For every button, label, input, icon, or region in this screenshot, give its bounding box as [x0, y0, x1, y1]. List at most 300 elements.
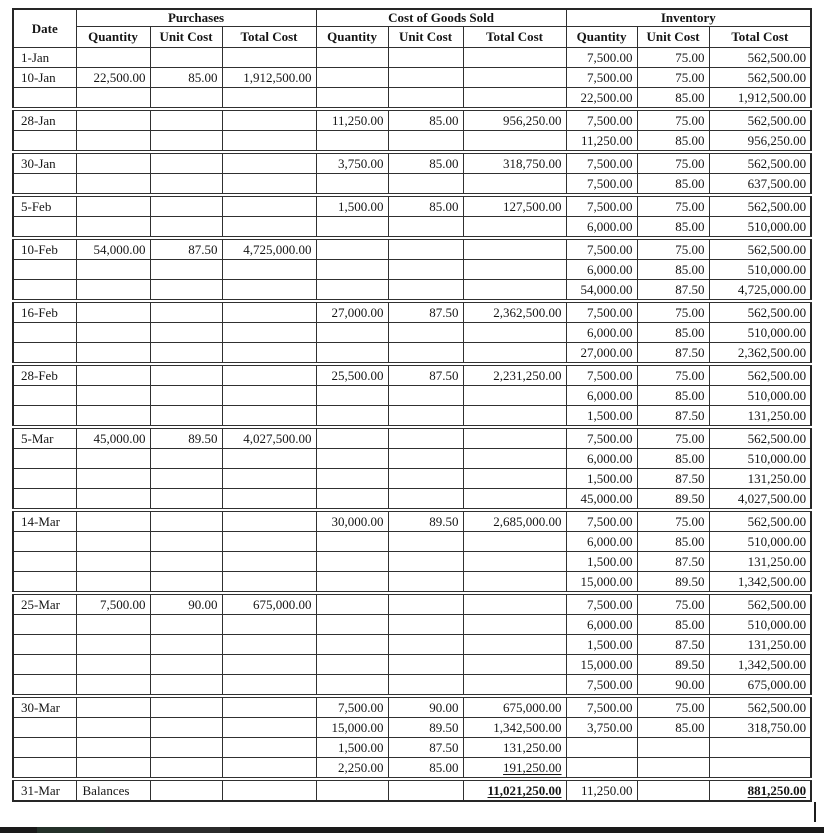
- cell-inventory-total-cost: 510,000.00: [709, 323, 811, 343]
- cell-purchases-unit-cost: 85.00: [150, 68, 222, 88]
- cell-purchases-total-cost: 1,912,500.00: [222, 68, 316, 88]
- cell-inventory-unit-cost: 87.50: [637, 343, 709, 365]
- cell-purchases-total-cost: [222, 655, 316, 675]
- cell-cogs-total-cost: [463, 343, 566, 365]
- cell-cogs-total-cost: [463, 323, 566, 343]
- cell-inventory-quantity: 7,500.00: [566, 152, 637, 174]
- cell-inventory-quantity: 7,500.00: [566, 593, 637, 615]
- cell-cogs-total-cost: 675,000.00: [463, 696, 566, 718]
- cell-cogs-total-cost: [463, 593, 566, 615]
- cell-cogs-quantity: 3,750.00: [316, 152, 388, 174]
- cell-cogs-total-cost: [463, 615, 566, 635]
- cell-inventory-quantity: 7,500.00: [566, 68, 637, 88]
- cell-cogs-quantity: 27,000.00: [316, 301, 388, 323]
- cell-purchases-quantity: [76, 532, 150, 552]
- cell-purchases-unit-cost: [150, 217, 222, 239]
- cell-date: [13, 675, 76, 697]
- cell-cogs-unit-cost: 89.50: [388, 510, 463, 532]
- cell-cogs-unit-cost: [388, 449, 463, 469]
- cell-purchases-quantity: [76, 718, 150, 738]
- cell-inventory-unit-cost: 87.50: [637, 280, 709, 302]
- table-row: [13, 615, 811, 635]
- cell-cogs-total-cost: 2,231,250.00: [463, 364, 566, 386]
- cell-purchases-total-cost: [222, 510, 316, 532]
- cell-inventory-unit-cost: 85.00: [637, 718, 709, 738]
- cell-date: [13, 88, 76, 110]
- table-row: [13, 510, 811, 532]
- cell-inventory-total-cost: 562,500.00: [709, 48, 811, 68]
- cell-date: 1-Jan: [13, 48, 76, 68]
- table-row: [13, 675, 811, 697]
- cell-inventory-unit-cost: 85.00: [637, 449, 709, 469]
- cell-inventory-unit-cost: 85.00: [637, 88, 709, 110]
- cell-inventory-unit-cost: 75.00: [637, 238, 709, 260]
- cell-purchases-quantity: [76, 217, 150, 239]
- cell-cogs-unit-cost: [388, 131, 463, 153]
- cell-purchases-unit-cost: [150, 343, 222, 365]
- cell-cogs-total-cost: [463, 552, 566, 572]
- header-inventory-total-cost: Total Cost: [709, 27, 811, 48]
- window-edge-bar: [0, 827, 824, 833]
- table-row: [13, 109, 811, 131]
- cell-purchases-total-cost: [222, 301, 316, 323]
- table-row: [13, 88, 811, 110]
- cell-purchases-total-cost: [222, 323, 316, 343]
- cell-inventory-total-cost: 956,250.00: [709, 131, 811, 153]
- header-cost-of-goods-sold: Cost of Goods Sold: [316, 9, 566, 27]
- cell-purchases-quantity: [76, 195, 150, 217]
- cell-cogs-unit-cost: 85.00: [388, 195, 463, 217]
- table-row: [13, 68, 811, 88]
- cell-purchases-unit-cost: 89.50: [150, 427, 222, 449]
- cell-inventory-total-cost: 318,750.00: [709, 718, 811, 738]
- cell-purchases-total-cost: [222, 109, 316, 131]
- cell-inventory-total-cost: 1,342,500.00: [709, 655, 811, 675]
- table-row: [13, 152, 811, 174]
- cell-date: [13, 532, 76, 552]
- cell-inventory-unit-cost: 85.00: [637, 323, 709, 343]
- header-row-columns: [13, 27, 811, 48]
- cell-purchases-total-cost: [222, 280, 316, 302]
- table-row: [13, 758, 811, 780]
- cell-purchases-unit-cost: [150, 655, 222, 675]
- inventory-ledger-table: [12, 8, 812, 802]
- cell-inventory-total-cost: 562,500.00: [709, 696, 811, 718]
- cell-inventory-unit-cost: 75.00: [637, 696, 709, 718]
- cell-cogs-quantity: [316, 280, 388, 302]
- cell-cogs-unit-cost: [388, 572, 463, 594]
- cell-cogs-total-cost: [463, 449, 566, 469]
- cell-purchases-quantity: [76, 758, 150, 780]
- cell-inventory-quantity: 7,500.00: [566, 675, 637, 697]
- table-row: [13, 469, 811, 489]
- window-edge-segment: [37, 827, 105, 833]
- cell-cogs-unit-cost: [388, 280, 463, 302]
- cell-purchases-unit-cost: [150, 675, 222, 697]
- cell-date: [13, 174, 76, 196]
- table-row: [13, 552, 811, 572]
- cell-cogs-unit-cost: [388, 238, 463, 260]
- cell-purchases-quantity: [76, 675, 150, 697]
- table-row: [13, 343, 811, 365]
- cell-cogs-unit-cost: 87.50: [388, 364, 463, 386]
- cell-cogs-total-cost: [463, 238, 566, 260]
- cell-purchases-unit-cost: [150, 48, 222, 68]
- cell-cogs-quantity: [316, 427, 388, 449]
- cell-cogs-quantity: 15,000.00: [316, 718, 388, 738]
- header-row-groups: [13, 9, 811, 27]
- cell-cogs-quantity: 1,500.00: [316, 738, 388, 758]
- cell-purchases-unit-cost: [150, 738, 222, 758]
- cell-inventory-unit-cost: 90.00: [637, 675, 709, 697]
- cell-cogs-quantity: [316, 174, 388, 196]
- cell-cogs-unit-cost: 85.00: [388, 758, 463, 780]
- cell-cogs-quantity: [316, 635, 388, 655]
- cell-cogs-quantity: [316, 88, 388, 110]
- table-row: [13, 696, 811, 718]
- text-cursor: [814, 802, 816, 822]
- cell-cogs-total-cost: [463, 572, 566, 594]
- cell-cogs-total-cost: [463, 427, 566, 449]
- cell-date: [13, 323, 76, 343]
- table-row: [13, 427, 811, 449]
- table-row: [13, 174, 811, 196]
- header-inventory-unit-cost: Unit Cost: [637, 27, 709, 48]
- cell-date: [13, 406, 76, 428]
- cell-cogs-total-cost: [463, 131, 566, 153]
- cell-purchases-total-cost: [222, 260, 316, 280]
- table-row: [13, 489, 811, 511]
- table-row: [13, 280, 811, 302]
- table-row: [13, 449, 811, 469]
- cell-purchases-quantity: [76, 280, 150, 302]
- cell-purchases-unit-cost: [150, 552, 222, 572]
- cell-purchases-quantity: [76, 738, 150, 758]
- cell-date: [13, 738, 76, 758]
- cell-purchases-unit-cost: [150, 572, 222, 594]
- cell-inventory-unit-cost: 85.00: [637, 615, 709, 635]
- cell-inventory-total-cost: [709, 738, 811, 758]
- cell-purchases-unit-cost: [150, 260, 222, 280]
- table-row: [13, 260, 811, 280]
- cell-purchases-total-cost: [222, 758, 316, 780]
- table-row: [13, 593, 811, 615]
- cell-inventory-total-cost: 131,250.00: [709, 469, 811, 489]
- cell-cogs-unit-cost: [388, 552, 463, 572]
- cell-inventory-quantity: 27,000.00: [566, 343, 637, 365]
- cell-cogs-unit-cost: [388, 593, 463, 615]
- cell-inventory-quantity: 6,000.00: [566, 217, 637, 239]
- cell-date: 10-Feb: [13, 238, 76, 260]
- cell-inventory-quantity: 7,500.00: [566, 301, 637, 323]
- cell-cogs-total-cost: 2,362,500.00: [463, 301, 566, 323]
- cell-inventory-unit-cost: [637, 779, 709, 801]
- cell-date: 25-Mar: [13, 593, 76, 615]
- cell-inventory-quantity: 6,000.00: [566, 386, 637, 406]
- cell-purchases-quantity: [76, 552, 150, 572]
- cell-cogs-quantity: [316, 343, 388, 365]
- cell-inventory-unit-cost: 89.50: [637, 489, 709, 511]
- cell-cogs-total-cost: 2,685,000.00: [463, 510, 566, 532]
- cell-inventory-quantity: 15,000.00: [566, 655, 637, 675]
- cell-inventory-total-cost: 510,000.00: [709, 260, 811, 280]
- table-row: [13, 738, 811, 758]
- cell-cogs-total-cost: [463, 532, 566, 552]
- cell-purchases-unit-cost: [150, 532, 222, 552]
- cell-date: [13, 655, 76, 675]
- header-cogs-unit-cost: Unit Cost: [388, 27, 463, 48]
- cell-inventory-quantity: 6,000.00: [566, 449, 637, 469]
- cell-purchases-total-cost: [222, 615, 316, 635]
- cell-cogs-quantity: [316, 217, 388, 239]
- cell-purchases-unit-cost: [150, 195, 222, 217]
- cell-inventory-quantity: 6,000.00: [566, 615, 637, 635]
- cell-purchases-quantity: 7,500.00: [76, 593, 150, 615]
- header-date: Date: [13, 9, 76, 48]
- cell-cogs-unit-cost: [388, 88, 463, 110]
- cell-purchases-total-cost: [222, 718, 316, 738]
- cell-date: 31-Mar: [13, 779, 76, 801]
- cell-cogs-quantity: [316, 238, 388, 260]
- cell-date: [13, 489, 76, 511]
- header-inventory: Inventory: [566, 9, 811, 27]
- cell-inventory-quantity: 3,750.00: [566, 718, 637, 738]
- table-row: [13, 718, 811, 738]
- cell-purchases-total-cost: [222, 449, 316, 469]
- cell-purchases-total-cost: [222, 552, 316, 572]
- cell-inventory-total-cost: 131,250.00: [709, 406, 811, 428]
- cell-cogs-quantity: 11,250.00: [316, 109, 388, 131]
- cell-purchases-unit-cost: [150, 489, 222, 511]
- cell-purchases-total-cost: [222, 174, 316, 196]
- cell-inventory-unit-cost: 75.00: [637, 427, 709, 449]
- cell-purchases-quantity: [76, 131, 150, 153]
- cell-inventory-quantity: 7,500.00: [566, 427, 637, 449]
- cell-inventory-quantity: 11,250.00: [566, 779, 637, 801]
- cell-cogs-total-cost: [463, 68, 566, 88]
- cell-date: 5-Mar: [13, 427, 76, 449]
- cell-purchases-unit-cost: [150, 758, 222, 780]
- table-row: [13, 532, 811, 552]
- cell-cogs-unit-cost: [388, 48, 463, 68]
- cell-purchases-quantity: 45,000.00: [76, 427, 150, 449]
- cell-date: [13, 343, 76, 365]
- cell-inventory-total-cost: 4,725,000.00: [709, 280, 811, 302]
- table-row: [13, 779, 811, 801]
- cell-purchases-total-cost: [222, 195, 316, 217]
- cell-cogs-total-cost: [463, 217, 566, 239]
- table-row: [13, 572, 811, 594]
- table-row: [13, 238, 811, 260]
- cell-purchases-quantity: [76, 174, 150, 196]
- cell-purchases-quantity: [76, 572, 150, 594]
- cell-purchases-total-cost: [222, 217, 316, 239]
- table-row: [13, 635, 811, 655]
- cell-purchases-unit-cost: [150, 323, 222, 343]
- header-purchases-total-cost: Total Cost: [222, 27, 316, 48]
- cell-purchases-total-cost: [222, 406, 316, 428]
- cell-cogs-unit-cost: [388, 427, 463, 449]
- cell-cogs-unit-cost: [388, 675, 463, 697]
- cell-cogs-unit-cost: [388, 343, 463, 365]
- cell-inventory-total-cost: 562,500.00: [709, 109, 811, 131]
- cell-date: [13, 131, 76, 153]
- cell-cogs-quantity: [316, 675, 388, 697]
- cell-cogs-total-cost: [463, 635, 566, 655]
- cell-purchases-quantity: [76, 152, 150, 174]
- cell-cogs-unit-cost: 85.00: [388, 109, 463, 131]
- cell-inventory-quantity: 7,500.00: [566, 174, 637, 196]
- cell-purchases-quantity: 22,500.00: [76, 68, 150, 88]
- cell-purchases-quantity: [76, 109, 150, 131]
- cell-inventory-total-cost: 562,500.00: [709, 510, 811, 532]
- cell-cogs-quantity: [316, 406, 388, 428]
- cell-cogs-total-cost: 191,250.00: [463, 758, 566, 780]
- cell-cogs-quantity: [316, 655, 388, 675]
- cell-inventory-unit-cost: 75.00: [637, 510, 709, 532]
- cell-inventory-total-cost: 881,250.00: [709, 779, 811, 801]
- cell-date: [13, 449, 76, 469]
- cell-purchases-total-cost: [222, 779, 316, 801]
- cell-inventory-unit-cost: 85.00: [637, 217, 709, 239]
- cell-cogs-unit-cost: 87.50: [388, 301, 463, 323]
- cell-date: [13, 260, 76, 280]
- cell-purchases-unit-cost: [150, 406, 222, 428]
- cell-cogs-total-cost: 11,021,250.00: [463, 779, 566, 801]
- cell-purchases-unit-cost: [150, 109, 222, 131]
- cell-cogs-unit-cost: 90.00: [388, 696, 463, 718]
- cell-cogs-quantity: [316, 552, 388, 572]
- cell-cogs-unit-cost: [388, 68, 463, 88]
- cell-inventory-quantity: 7,500.00: [566, 510, 637, 532]
- cell-purchases-quantity: [76, 364, 150, 386]
- cell-inventory-total-cost: 2,362,500.00: [709, 343, 811, 365]
- cell-inventory-total-cost: 510,000.00: [709, 449, 811, 469]
- cell-purchases-total-cost: 675,000.00: [222, 593, 316, 615]
- table-row: [13, 323, 811, 343]
- cell-purchases-total-cost: [222, 489, 316, 511]
- window-edge-segment: [105, 827, 230, 833]
- header-purchases-quantity: Quantity: [76, 27, 150, 48]
- cell-date: [13, 552, 76, 572]
- cell-cogs-total-cost: [463, 406, 566, 428]
- cell-inventory-unit-cost: 89.50: [637, 655, 709, 675]
- header-purchases: Purchases: [76, 9, 316, 27]
- cell-inventory-unit-cost: 75.00: [637, 152, 709, 174]
- cell-purchases-unit-cost: 90.00: [150, 593, 222, 615]
- cell-purchases-total-cost: [222, 88, 316, 110]
- cell-purchases-unit-cost: [150, 152, 222, 174]
- cell-purchases-quantity: [76, 696, 150, 718]
- cell-inventory-unit-cost: 75.00: [637, 68, 709, 88]
- cell-inventory-total-cost: 562,500.00: [709, 195, 811, 217]
- table-row: [13, 406, 811, 428]
- cell-purchases-unit-cost: [150, 696, 222, 718]
- cell-cogs-total-cost: 956,250.00: [463, 109, 566, 131]
- table-row: [13, 364, 811, 386]
- cell-purchases-total-cost: [222, 343, 316, 365]
- cell-inventory-quantity: [566, 738, 637, 758]
- cell-purchases-quantity: 54,000.00: [76, 238, 150, 260]
- cell-inventory-unit-cost: 85.00: [637, 386, 709, 406]
- cell-purchases-unit-cost: [150, 718, 222, 738]
- cell-inventory-quantity: 1,500.00: [566, 469, 637, 489]
- cell-inventory-unit-cost: 75.00: [637, 48, 709, 68]
- cell-inventory-quantity: 1,500.00: [566, 552, 637, 572]
- cell-purchases-quantity: [76, 323, 150, 343]
- cell-inventory-quantity: 6,000.00: [566, 323, 637, 343]
- cell-purchases-total-cost: [222, 131, 316, 153]
- cell-inventory-unit-cost: 85.00: [637, 131, 709, 153]
- cell-purchases-total-cost: 4,027,500.00: [222, 427, 316, 449]
- cell-inventory-unit-cost: 75.00: [637, 301, 709, 323]
- cell-inventory-quantity: 22,500.00: [566, 88, 637, 110]
- cell-date: [13, 469, 76, 489]
- cell-cogs-total-cost: 1,342,500.00: [463, 718, 566, 738]
- cell-inventory-unit-cost: 75.00: [637, 195, 709, 217]
- cell-date: [13, 615, 76, 635]
- cell-inventory-total-cost: 510,000.00: [709, 615, 811, 635]
- cell-inventory-total-cost: 131,250.00: [709, 635, 811, 655]
- cell-inventory-quantity: 7,500.00: [566, 238, 637, 260]
- cell-cogs-unit-cost: 89.50: [388, 718, 463, 738]
- cell-inventory-total-cost: 637,500.00: [709, 174, 811, 196]
- cell-inventory-quantity: 45,000.00: [566, 489, 637, 511]
- cell-purchases-total-cost: [222, 152, 316, 174]
- cell-purchases-quantity: [76, 301, 150, 323]
- cell-purchases-unit-cost: [150, 635, 222, 655]
- cell-inventory-unit-cost: 85.00: [637, 174, 709, 196]
- cell-cogs-total-cost: 127,500.00: [463, 195, 566, 217]
- cell-inventory-total-cost: 510,000.00: [709, 386, 811, 406]
- cell-inventory-quantity: 15,000.00: [566, 572, 637, 594]
- cell-inventory-unit-cost: [637, 738, 709, 758]
- cell-cogs-total-cost: [463, 48, 566, 68]
- cell-purchases-unit-cost: [150, 364, 222, 386]
- cell-inventory-total-cost: 675,000.00: [709, 675, 811, 697]
- cell-inventory-total-cost: 510,000.00: [709, 217, 811, 239]
- cell-cogs-unit-cost: [388, 386, 463, 406]
- cell-cogs-unit-cost: [388, 489, 463, 511]
- cell-purchases-total-cost: [222, 635, 316, 655]
- cell-cogs-quantity: [316, 489, 388, 511]
- cell-cogs-quantity: 7,500.00: [316, 696, 388, 718]
- cell-purchases-total-cost: [222, 364, 316, 386]
- cell-inventory-total-cost: 562,500.00: [709, 364, 811, 386]
- cell-purchases-unit-cost: [150, 301, 222, 323]
- cell-cogs-quantity: [316, 260, 388, 280]
- cell-cogs-total-cost: 131,250.00: [463, 738, 566, 758]
- cell-date: [13, 386, 76, 406]
- cell-purchases-total-cost: [222, 532, 316, 552]
- cell-cogs-quantity: [316, 323, 388, 343]
- cell-inventory-unit-cost: 87.50: [637, 469, 709, 489]
- cell-purchases-total-cost: [222, 738, 316, 758]
- cell-date: [13, 635, 76, 655]
- cell-date: 28-Jan: [13, 109, 76, 131]
- cell-inventory-unit-cost: [637, 758, 709, 780]
- cell-purchases-total-cost: [222, 469, 316, 489]
- cell-purchases-quantity: [76, 343, 150, 365]
- cell-inventory-quantity: 11,250.00: [566, 131, 637, 153]
- table-body: [13, 48, 811, 802]
- cell-cogs-unit-cost: [388, 217, 463, 239]
- cell-purchases-quantity: [76, 615, 150, 635]
- table-row: [13, 301, 811, 323]
- cell-inventory-quantity: 6,000.00: [566, 260, 637, 280]
- cell-purchases-unit-cost: [150, 449, 222, 469]
- cell-inventory-total-cost: 562,500.00: [709, 152, 811, 174]
